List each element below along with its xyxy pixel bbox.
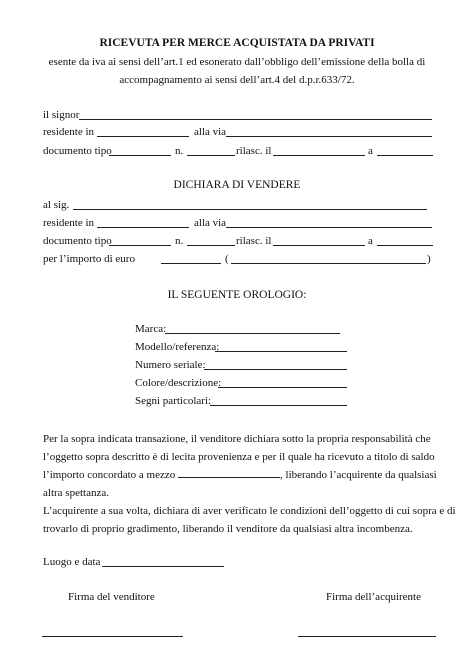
- liberando-text: , liberando l’acquirente da qualsiasi: [280, 469, 437, 481]
- rilasc-label: rilasc. il: [236, 145, 272, 157]
- rilasc-field-2[interactable]: [273, 245, 365, 246]
- via-label-2: alla via: [194, 217, 227, 229]
- firma-venditore-field[interactable]: [42, 636, 183, 637]
- document-subtitle-line-2: accompagnamento ai sensi dell’art.4 del d.p.r.633/72.: [119, 74, 355, 86]
- importo-field[interactable]: [161, 263, 221, 264]
- modello-field[interactable]: [215, 351, 347, 352]
- firma-venditore-label: Firma del venditore: [68, 591, 155, 603]
- rilasc-field[interactable]: [273, 155, 365, 156]
- firma-acquirente-field[interactable]: [298, 636, 436, 637]
- dichiara-heading: DICHIARA DI VENDERE: [173, 179, 301, 191]
- residente-label: residente in: [43, 126, 95, 138]
- numero-field-2[interactable]: [187, 245, 235, 246]
- document-subtitle-line-1: esente da iva ai sensi dell’art.1 ed esonerato dall’obbligo dell’emissione della bolla di: [48, 56, 426, 68]
- seriale-field[interactable]: [204, 369, 347, 370]
- luogo-data-label: Luogo e data: [43, 556, 101, 568]
- via-field[interactable]: [226, 136, 432, 137]
- a-field-2[interactable]: [377, 245, 433, 246]
- numero-label: n.: [175, 145, 184, 157]
- document-title: RICEVUTA PER MERCE ACQUISTATA DA PRIVATI: [99, 37, 375, 49]
- marca-field[interactable]: [165, 333, 340, 334]
- importo-lettere-field[interactable]: [231, 263, 426, 264]
- paragraph-line: trovarlo di proprio gradimento, liberando il venditore da qualsiasi altra incombenza.: [43, 523, 413, 535]
- importo-label: per l’importo di euro: [43, 253, 135, 265]
- a-label-2: a: [368, 235, 373, 247]
- open-paren: (: [225, 253, 229, 265]
- sig-field[interactable]: [73, 209, 427, 210]
- importo-mezzo-text: l’importo concordato a mezzo: [43, 469, 176, 481]
- mezzo-pagamento-field[interactable]: [178, 468, 280, 478]
- rilasc-label-2: rilasc. il: [236, 235, 272, 247]
- numero-field[interactable]: [187, 155, 235, 156]
- close-paren: ): [427, 253, 431, 265]
- firma-acquirente-label: Firma dell’acquirente: [326, 591, 421, 603]
- segni-field[interactable]: [210, 405, 347, 406]
- residente-label-2: residente in: [43, 217, 95, 229]
- modello-label: Modello/referenza:: [135, 341, 220, 353]
- dichiarazione-venditore-paragraph: [43, 430, 438, 502]
- seriale-label: Numero seriale:: [135, 359, 206, 371]
- marca-label: Marca:: [135, 323, 167, 335]
- signor-field[interactable]: [79, 119, 432, 120]
- documento-field-2[interactable]: [109, 245, 171, 246]
- residente-field-2[interactable]: [97, 227, 189, 228]
- signor-label: il signor: [43, 109, 80, 121]
- paragraph-line: altra spettanza.: [43, 487, 109, 499]
- paragraph-line: [43, 466, 438, 484]
- documento-label: documento tipo: [43, 145, 112, 157]
- luogo-data-field[interactable]: [102, 566, 224, 567]
- documento-field[interactable]: [109, 155, 171, 156]
- a-label: a: [368, 145, 373, 157]
- dichiarazione-acquirente-paragraph: [43, 502, 456, 538]
- paragraph-line: l’oggetto sopra descritto è di lecita provenienza e per il quale ha ricevuto a titolo di saldo: [43, 451, 435, 463]
- paragraph-line: Per la sopra indicata transazione, il venditore dichiara sotto la propria responsabilità che: [43, 433, 431, 445]
- via-field-2[interactable]: [226, 227, 432, 228]
- residente-field[interactable]: [97, 136, 189, 137]
- colore-label: Colore/descrizione:: [135, 377, 222, 389]
- colore-field[interactable]: [218, 387, 347, 388]
- documento-label-2: documento tipo: [43, 235, 112, 247]
- sig-label: al sig.: [43, 199, 70, 211]
- orologio-heading: IL SEGUENTE OROLOGIO:: [167, 289, 307, 301]
- segni-label: Segni particolari:: [135, 395, 212, 407]
- via-label: alla via: [194, 126, 227, 138]
- a-field[interactable]: [377, 155, 433, 156]
- numero-label-2: n.: [175, 235, 184, 247]
- paragraph-line: L’acquirente a sua volta, dichiara di aver verificato le condizioni dell’oggetto di cui sopra e di: [43, 505, 456, 517]
